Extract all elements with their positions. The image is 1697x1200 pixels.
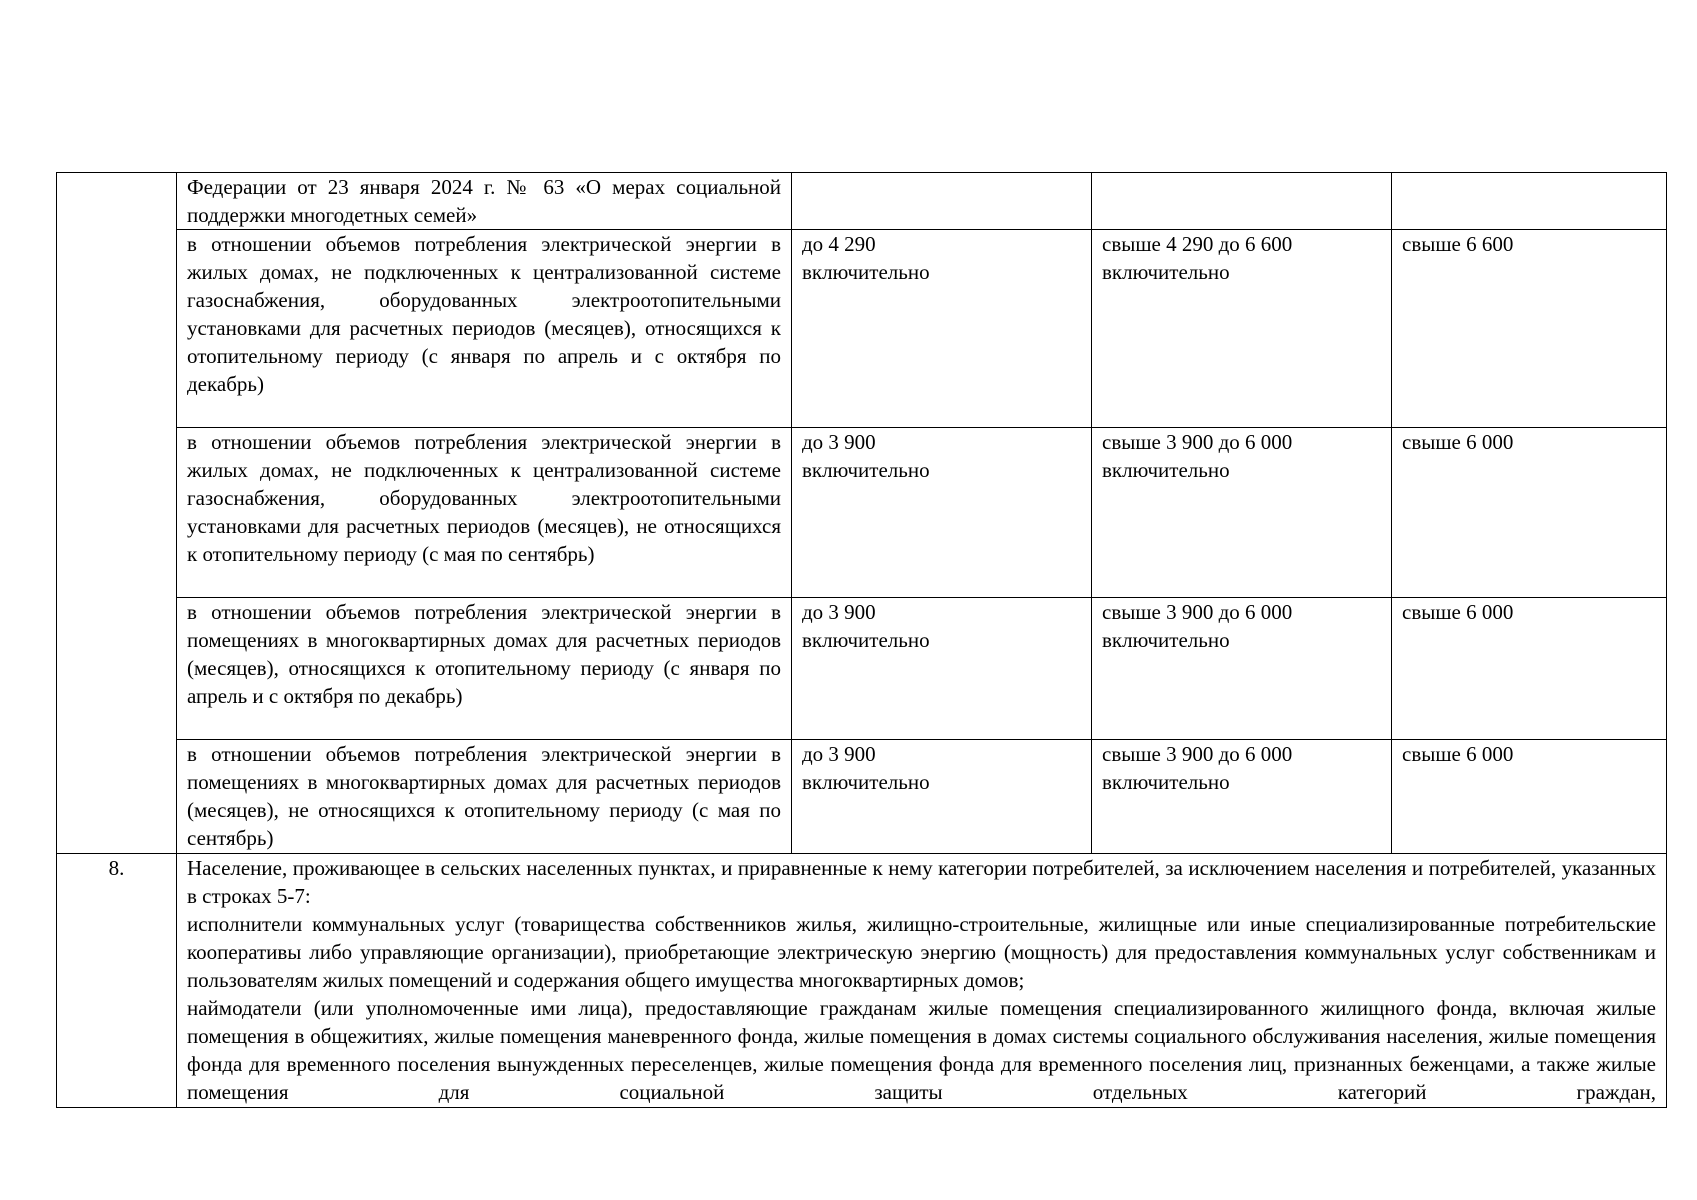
description-text: Федерации от 23 января 2024 г. № 63 «О мерах социальной поддержки многодетных семей» — [187, 175, 781, 227]
range-3-cell — [1392, 740, 1667, 854]
table-row — [57, 230, 1667, 428]
range-3-value: свыше 6 600 — [1402, 232, 1514, 256]
range-3-cell — [1392, 230, 1667, 428]
range-2-cell — [1092, 740, 1392, 854]
range-1-suffix: включительно — [802, 458, 930, 482]
range-3-cell — [1392, 598, 1667, 740]
description-cell — [177, 230, 792, 428]
row-number-cell — [57, 854, 177, 1108]
range-3-value: свыше 6 000 — [1402, 600, 1514, 624]
range-1-value: до 3 900 — [802, 600, 876, 624]
category-description-cell — [177, 854, 1667, 1108]
range-2-value: свыше 3 900 до 6 000 — [1102, 430, 1293, 454]
range-1-value: до 4 290 — [802, 232, 876, 256]
range-1-suffix: включительно — [802, 260, 930, 284]
table-row — [57, 854, 1667, 1108]
range-1-suffix: включительно — [802, 628, 930, 652]
range-1-cell — [792, 230, 1092, 428]
range-2-cell — [1092, 230, 1392, 428]
range-2-suffix: включительно — [1102, 770, 1230, 794]
table-row — [57, 740, 1667, 854]
range-1-cell — [792, 740, 1092, 854]
description-cell — [177, 428, 792, 598]
range-2-value: свыше 4 290 до 6 600 — [1102, 232, 1293, 256]
range-3-cell — [1392, 428, 1667, 598]
description-text: в отношении объемов потребления электрической энергии в помещениях в многоквартирных домах для расчетных периодов (месяцев), не относящихся к отопительному периоду (с мая по сентябрь) — [187, 742, 781, 850]
range-2-suffix: включительно — [1102, 628, 1230, 652]
range-1-cell — [792, 173, 1092, 230]
row-number: 8. — [108, 856, 125, 880]
range-2-cell — [1092, 173, 1392, 230]
table-row — [57, 598, 1667, 740]
description-text: в отношении объемов потребления электрической энергии в жилых домах, не подключенных к централизованной системе газоснабжения, оборудованных электроотопительными установками для расчетных периодов (месяцев), относящихся к отопительному периоду (с января по апрель и с октября по декабрь) — [187, 232, 781, 396]
table-row — [57, 173, 1667, 230]
range-3-value: свыше 6 000 — [1402, 430, 1514, 454]
tariff-table — [56, 172, 1667, 1108]
range-2-suffix: включительно — [1102, 458, 1230, 482]
category-paragraph-1: Население, проживающее в сельских населенных пунктах, и приравненные к нему категории потребителей, за исключением населения и потребителей, указанных в строках 5-7: — [187, 856, 1656, 908]
description-cell — [177, 740, 792, 854]
table-row — [57, 428, 1667, 598]
range-2-suffix: включительно — [1102, 260, 1230, 284]
range-1-cell — [792, 428, 1092, 598]
range-3-value: свыше 6 000 — [1402, 742, 1514, 766]
description-cell — [177, 598, 792, 740]
range-1-value: до 3 900 — [802, 742, 876, 766]
range-1-cell — [792, 598, 1092, 740]
category-paragraph-3: наймодатели (или уполномоченные ими лица), предоставляющие гражданам жилые помещения специализированного жилищного фонда, включая жилые помещения в общежитиях, жилые помещения маневренного фонда, жилые помещения в домах системы социального обслуживания населения, жилые помещения фонда для временного поселения вынужденных переселенцев, жилые помещения фонда для временного поселения лиц, признанных беженцами, а также жилые помещения для социальной защиты отдельных категорий граждан, — [187, 996, 1656, 1104]
range-2-value: свыше 3 900 до 6 000 — [1102, 742, 1293, 766]
range-2-cell — [1092, 598, 1392, 740]
range-2-value: свыше 3 900 до 6 000 — [1102, 600, 1293, 624]
category-paragraph-2: исполнители коммунальных услуг (товарищества собственников жилья, жилищно-строительные, жилищные или иные специализированные потребительские кооперативы либо управляющие организации), приобретающие электрическую энергию (мощность) для предоставления коммунальных услуг собственникам и пользователям жилых помещений и содержания общего имущества многоквартирных домов; — [187, 912, 1656, 992]
description-cell — [177, 173, 792, 230]
description-text: в отношении объемов потребления электрической энергии в помещениях в многоквартирных домах для расчетных периодов (месяцев), относящихся к отопительному периоду (с января по апрель и с октября по декабрь) — [187, 600, 781, 708]
range-1-value: до 3 900 — [802, 430, 876, 454]
range-3-cell — [1392, 173, 1667, 230]
row-number-cell — [57, 173, 177, 854]
description-text: в отношении объемов потребления электрической энергии в жилых домах, не подключенных к централизованной системе газоснабжения, оборудованных электроотопительными установками для расчетных периодов (месяцев), не относящихся к отопительному периоду (с мая по сентябрь) — [187, 430, 781, 566]
range-2-cell — [1092, 428, 1392, 598]
range-1-suffix: включительно — [802, 770, 930, 794]
